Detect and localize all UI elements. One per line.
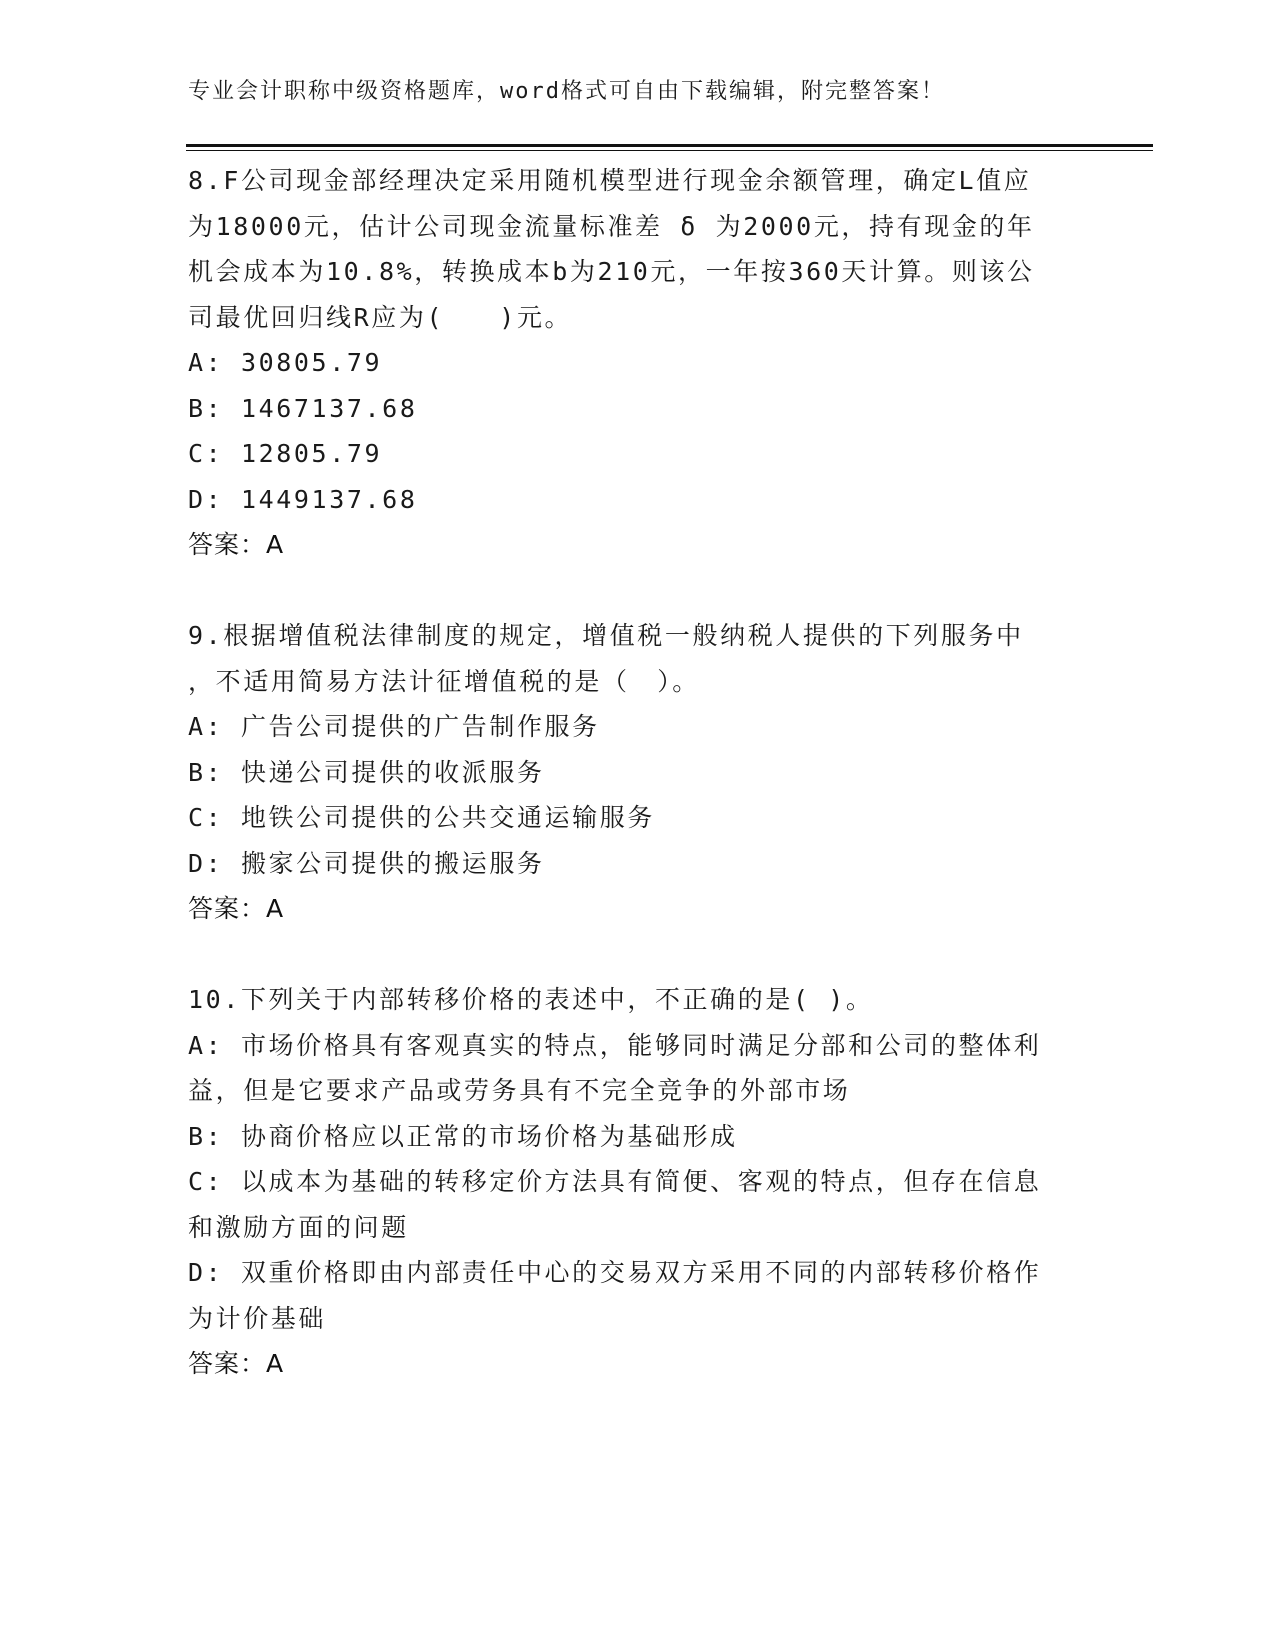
answer-label: 答案：A	[188, 1349, 285, 1378]
option-c: C: 以成本为基础的转移定价方法具有简便、客观的特点，但存在信息	[188, 1167, 1042, 1196]
header-rule-thick	[186, 144, 1153, 147]
option-b: B: 协商价格应以正常的市场价格为基础形成	[188, 1121, 738, 1151]
option-d-continued: 为计价基础	[188, 1303, 327, 1333]
answer-label: 答案：A	[188, 894, 285, 923]
question-stem-line: 司最优回归线R应为( )元。	[188, 302, 573, 332]
question-list	[188, 158, 1088, 1387]
question-10	[188, 977, 1088, 1387]
option-c: C: 12805.79	[188, 439, 383, 468]
option-d: D: 1449137.68	[188, 484, 418, 514]
question-stem-line: 机会成本为10.8%，转换成本b为210元，一年按360天计算。则该公	[188, 257, 1035, 286]
option-a-continued: 益，但是它要求产品或劳务具有不完全竞争的外部市场	[188, 1076, 851, 1105]
option-a: A: 30805.79	[188, 348, 383, 377]
header-rule-thin	[186, 150, 1153, 151]
question-stem-line: ，不适用简易方法计征增值税的是（ ）。	[188, 666, 700, 696]
option-d: D: 搬家公司提供的搬运服务	[188, 848, 545, 878]
option-b: B: 1467137.68	[188, 393, 418, 423]
question-spacer	[188, 568, 1088, 614]
option-a: A: 市场价格具有客观真实的特点，能够同时满足分部和公司的整体利	[188, 1030, 1042, 1060]
question-stem-line: 10.下列关于内部转移价格的表述中，不正确的是( )。	[188, 985, 874, 1014]
option-a: A: 广告公司提供的广告制作服务	[188, 712, 600, 741]
question-stem-line: 8.F公司现金部经理决定采用随机模型进行现金余额管理，确定L值应	[188, 166, 1032, 195]
option-c-continued: 和激励方面的问题	[188, 1212, 409, 1242]
option-c: C: 地铁公司提供的公共交通运输服务	[188, 803, 655, 832]
answer-label: 答案：A	[188, 530, 285, 559]
page-header: 专业会计职称中级资格题库，word格式可自由下载编辑，附完整答案！	[188, 79, 945, 104]
option-d: D: 双重价格即由内部责任中心的交易双方采用不同的内部转移价格作	[188, 1258, 1042, 1287]
question-spacer	[188, 932, 1088, 978]
option-b: B: 快递公司提供的收派服务	[188, 757, 545, 787]
question-8	[188, 158, 1088, 568]
question-9	[188, 613, 1088, 932]
question-stem-line: 为18000元，估计公司现金流量标准差 δ 为2000元，持有现金的年	[188, 211, 1035, 241]
question-stem-line: 9.根据增值税法律制度的规定，增值税一般纳税人提供的下列服务中	[188, 621, 1024, 650]
